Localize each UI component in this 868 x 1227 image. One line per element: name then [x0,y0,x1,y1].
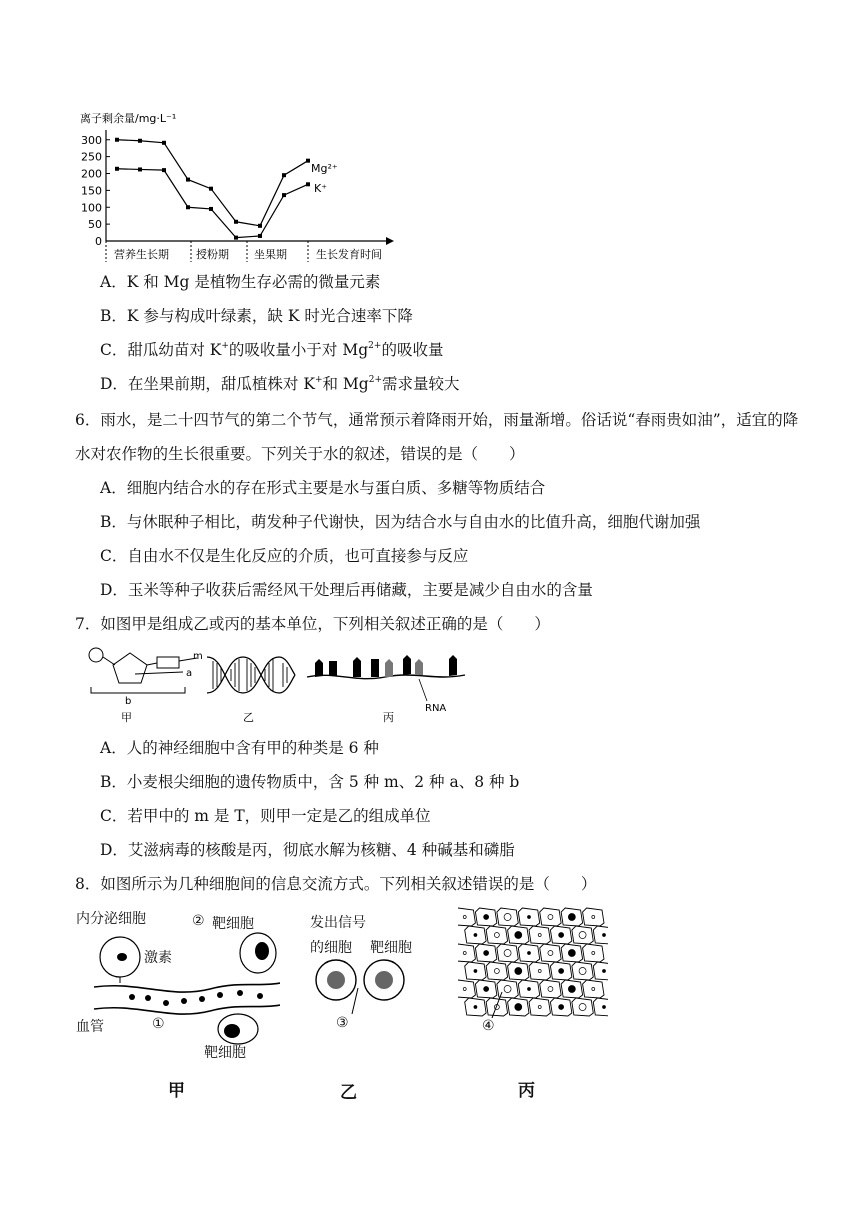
data-point-mg [138,139,142,143]
rna-bases-icon [315,655,457,677]
fig-signal-line2: 的细胞 [310,940,352,956]
tissue-nucleus [559,969,564,974]
q5-option-a: A．K 和 Mg 是植物生存必需的微量元素 [100,273,381,291]
data-point-k [115,167,119,171]
q5-d-sup1: + [314,374,323,385]
tissue-nucleus [474,970,477,973]
q5-c-mid: 的吸收量小于对 Mg [228,341,369,359]
tissue-nucleus [559,933,564,938]
fig-label-jia: 甲 [168,1081,185,1101]
data-point-mg [115,138,119,142]
fig-endocrine-label: 内分泌细胞 [76,911,146,927]
tissue-cell [540,980,561,998]
data-point-k [138,167,142,171]
tissue-nucleus [484,915,489,920]
tissue-cell [497,944,518,962]
tissue-cell [458,908,475,926]
tissue-cell [572,926,593,944]
tissue-nucleus [538,934,541,937]
tissue-nucleus [568,950,575,957]
legend-k-text: K⁺ [314,182,328,195]
q7-option-b: B．小麦根尖细胞的遗传物质中，含 5 种 m、2 种 a、8 种 b [100,773,520,791]
tissue-nucleus [528,916,531,919]
q5-d-post: 需求量较大 [382,375,460,393]
q7-option-a: A．人的神经细胞中含有甲的种类是 6 种 [100,739,379,757]
phase-label-3: 坐果期 [254,248,287,261]
series-line-k [117,169,308,238]
nucleotide-figure [85,643,475,725]
pointer-line [492,992,502,1018]
y-tick-label: 150 [81,184,102,198]
tissue-nucleus [463,916,466,919]
q5-d-sup2: 2+ [368,374,382,385]
data-point-k [186,205,190,209]
tissue-nucleus [538,970,541,973]
q7-stem: 7．如图甲是组成乙或丙的基本单位，下列相关叙述正确的是（ ） [75,615,550,633]
phase-label-1: 营养生长期 [114,248,169,261]
dna-helix-icon [207,657,295,693]
x-axis-arrow [386,237,394,245]
fig-num-3: ③ [336,1015,349,1031]
q6-option-d: D．玉米等种子收获后需经风干处理后再储藏，主要是减少自由水的含量 [100,581,593,599]
tissue-nucleus [559,1005,564,1010]
phase-label-2: 授粉期 [196,248,229,261]
tissue-cell [583,944,604,962]
data-point-mg [209,187,213,191]
tissue-nucleus [548,987,553,992]
tissue-nucleus [538,1006,541,1009]
ion-chart [70,108,450,263]
fig-num-4: ④ [482,1018,495,1034]
fig-label-b: b [125,696,132,707]
tissue-nucleus [504,914,511,921]
legend-mg-text: Mg²⁺ [311,162,338,175]
plant-tissue-figure [458,906,608,1028]
tissue-cell [529,962,550,980]
q6-stem-line2: 水对农作物的生长很重要。下列关于水的叙述，错误的是（ ） [75,445,525,463]
y-tick-label: 0 [95,235,102,248]
data-point-mg [258,224,262,228]
q5-c-pre: C．甜瓜幼苗对 K [100,341,222,359]
tissue-cell [583,980,604,998]
tissue-nucleus [592,952,595,955]
tissue-cell [458,980,475,998]
y-tick-label: 50 [88,218,102,232]
tissue-nucleus [504,986,511,993]
tissue-cell [497,908,518,926]
data-point-k [234,236,238,240]
fig-label-bing: 丙 [518,1081,535,1101]
tissue-nucleus [592,988,595,991]
data-point-k [209,207,213,211]
tissue-nucleus [592,916,595,919]
tissue-nucleus [463,952,466,955]
q6-stem-line1: 6．雨水，是二十四节气的第二个节气，通常预示着降雨开始，雨量渐增。俗话说“春雨贵如油”，适宜的降 [75,411,799,429]
q5-c-sup1: + [221,340,229,351]
q5-option-b: B．K 参与构成叶绿素，缺 K 时光合速率下降 [100,307,413,325]
data-point-mg [234,220,238,224]
legend-k [314,182,327,195]
tissue-nucleus [484,951,489,956]
tissue-nucleus [515,968,522,975]
tissue-cell [540,944,561,962]
tissue-cell [458,944,475,962]
data-point-mg [306,159,310,163]
fig-label-rna: RNA [425,703,447,714]
tissue-nucleus [603,1006,606,1009]
q5-d-mid: 和 Mg [322,375,369,393]
q6-option-c: C．自由水不仅是生化反应的介质，也可直接参与反应 [100,547,469,565]
phosphate-icon [89,648,103,662]
y-tick-label: 100 [81,201,102,215]
fig-label-yi: 乙 [243,711,254,724]
tissue-cell [540,908,561,926]
q6-option-b: B．与休眠种子相比，萌发种子代谢快，因为结合水与自由水的比值升高，细胞代谢加强 [100,513,701,531]
chart-ylabel: 离子剩余量/mg·L⁻¹ [80,112,177,125]
legend-mg [311,162,338,175]
tissue-cell [486,926,507,944]
tissue-nucleus [579,968,586,975]
cell-contact-figure [310,958,430,1018]
hormone-dots-icon [129,990,263,1006]
fig-num-2: ② [192,913,205,929]
tissue-nucleus [528,988,531,991]
tissue-nucleus [579,932,586,939]
q5-c-post: 的吸收量 [381,341,444,359]
tissue-nucleus [603,970,606,973]
data-point-k [306,182,310,186]
fig-signal-line1: 发出信号 [310,915,366,931]
tissue-cell [572,998,593,1016]
y-tick-label: 200 [81,167,102,181]
q7-option-d: D．艾滋病毒的核酸是丙，彻底水解为核糖、4 种碱基和磷脂 [100,841,515,859]
data-point-k [258,234,262,238]
tissue-nucleus [484,987,489,992]
tissue-nucleus [494,969,499,974]
chart-xlabel: 生长发育时间 [316,248,382,261]
q5-c-sup2: 2+ [368,340,382,351]
q6-option-a: A．细胞内结合水的存在形式主要是水与蛋白质、多糖等物质结合 [100,479,546,497]
q5-d-pre: D．在坐果前期，甜瓜植株对 K [100,375,315,393]
tissue-nucleus [463,988,466,991]
fig-target1-label: 靶细胞 [212,916,254,932]
fig-label-yi: 乙 [340,1083,357,1103]
tissue-cell [529,926,550,944]
sugar-pentagon-icon [113,653,147,683]
tissue-nucleus [568,986,575,993]
tissue-cell [486,998,507,1016]
tissue-nucleus [474,1006,477,1009]
tissue-nucleus [528,952,531,955]
data-point-k [282,193,286,197]
tissue-nucleus [568,914,575,921]
endocrine-signal-figure [80,925,280,1045]
tissue-nucleus [474,934,477,937]
tissue-nucleus [515,932,522,939]
data-point-mg [186,178,190,182]
data-point-mg [162,141,166,145]
q5-option-c [100,340,443,360]
fig-label-bing: 丙 [383,711,394,724]
y-tick-label: 300 [81,133,102,147]
q8-stem: 8．如图所示为几种细胞间的信息交流方式。下列相关叙述错误的是（ ） [75,875,597,893]
fig-target2-label: 靶细胞 [204,1045,246,1061]
data-point-k [162,168,166,172]
tissue-nucleus [548,915,553,920]
tissue-cell [572,962,593,980]
fig-label-jia: 甲 [121,711,132,724]
y-tick-label: 250 [81,150,102,164]
fig-num-1: ① [152,1016,165,1032]
fig-label-a: a [186,668,193,679]
tissue-nucleus [504,950,511,957]
fig-vessel-label: 血管 [76,1019,104,1035]
tissue-nucleus [579,1004,586,1011]
tissue-cell [497,980,518,998]
tissue-cell [486,962,507,980]
tissue-nucleus [603,934,606,937]
blood-vessel-icon [94,983,280,992]
tissue-nucleus [494,933,499,938]
tissue-nucleus [515,1004,522,1011]
base-rect-icon [157,657,179,668]
fig-hormone-label: 激素 [144,950,172,966]
q7-option-c: C．若甲中的 m 是 T，则甲一定是乙的组成单位 [100,807,431,825]
fig-target3-label: 靶细胞 [370,940,412,956]
tissue-nucleus [548,951,553,956]
data-point-mg [282,173,286,177]
tissue-cell [529,998,550,1016]
fig-label-m: m [193,651,203,662]
tissue-cell [583,908,604,926]
series-line-mg [117,140,308,226]
q5-option-d [100,374,460,394]
